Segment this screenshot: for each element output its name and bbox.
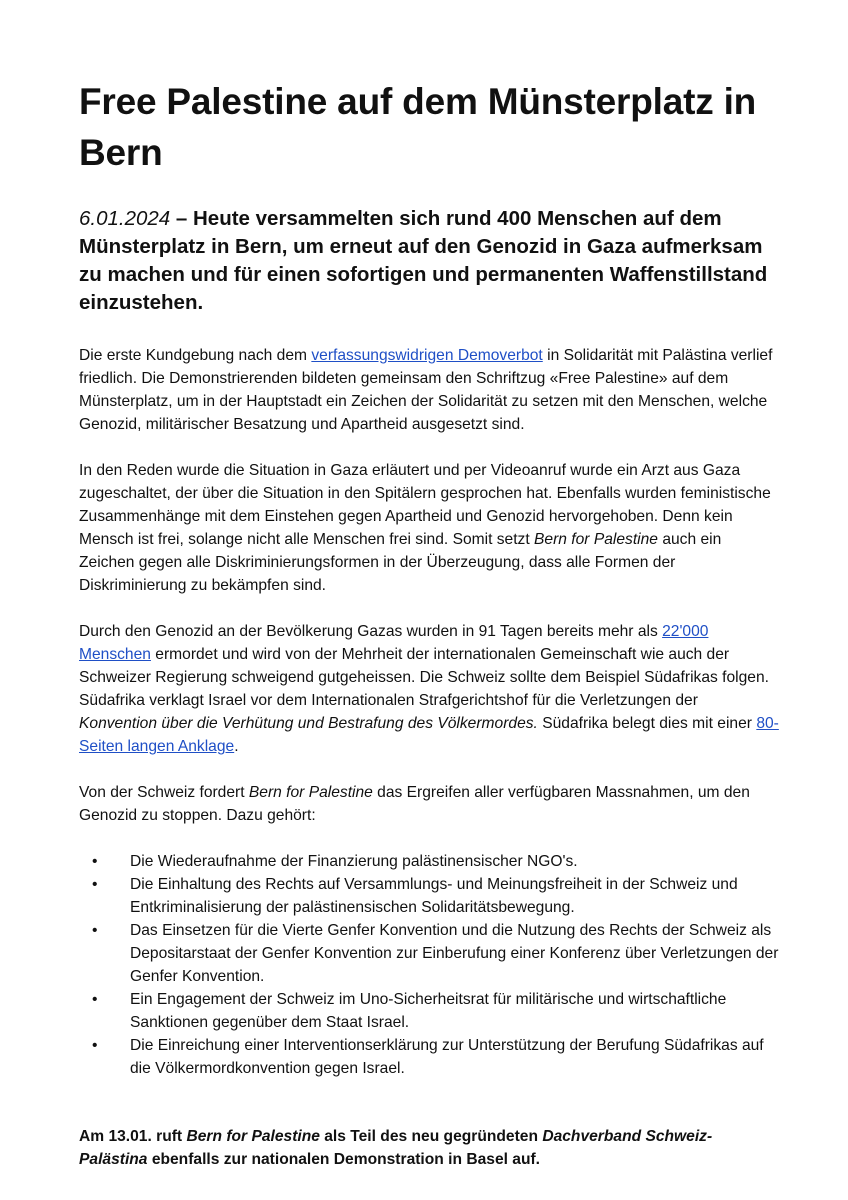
list-item-text: Ein Engagement der Schweiz im Uno-Sicherheitsrat für militärische und wirtschaftliche Sanktionen gegenüber dem Staat Israel. [130,991,727,1031]
press-release [79,76,779,1171]
paragraph-text: auch ein Zeichen gegen alle Diskriminierungsformen in der Überzeugung, dass alle Formen der Diskriminierung zu bekämpfen sind. [79,531,722,594]
lead-text: Heute versammelten sich rund 400 Menschen auf dem Münsterplatz in Bern, um erneut auf den Genozid in Gaza aufmerksam zu machen und für einen sofortigen und permanenten Waffenstillstand einzustehen. [79,207,768,314]
emphasis-bern-for-palestine: Bern for Palestine [248,784,373,801]
paragraph-genozid [79,620,779,758]
link-verfassungswidriges-demoverbot[interactable]: verfassungswidrigen Demoverbot [311,347,543,364]
bullet-icon: • [92,876,98,893]
paragraph-text: In den Reden wurde die Situation in Gaza erläutert und per Videoanruf wurde ein Arzt aus Gaza zugeschaltet, der über die Situation in den Spitälern gesprochen hat. Ebenfalls wurden feministische Zusammenhänge mit dem Einstehen gegen Apartheid und Genozid hervorgehoben. Denn kein Mensch ist frei, solange nicht alle Menschen frei sind. Somit setzt [79,462,771,548]
list-item [79,873,779,919]
demands-list [79,850,779,1080]
emphasis-bern-for-palestine: Bern for Palestine [534,531,658,548]
lead-date: 6.01.2024 [79,207,171,230]
paragraph-text: Von der Schweiz fordert [79,784,249,801]
list-item [79,988,779,1034]
paragraph-text: in Solidarität mit Palästina verlief friedlich. Die Demonstrierenden bildeten gemeinsam den Schriftzug «Free Palestine» auf dem Münsterplatz, um in der Hauptstadt ein Zeichen der Solidarität zu setzen mit den Menschen, welche Genozid, militärischer Besatzung und Apartheid ausgesetzt sind. [79,347,773,433]
paragraph-text: ermordet und wird von der Mehrheit der internationalen Gemeinschaft wie auch der Schweizer Regierung schweigend gutgeheissen. Die Schweiz sollte dem Beispiel Südafrikas folgen. Südafrika verklagt Israel vor dem Internationalen Strafgerichtshof für die Verletzungen der [79,646,769,709]
bullet-icon: • [92,1037,98,1054]
list-item [79,1034,779,1080]
list-item-text: Die Einreichung einer Interventionserklärung zur Unterstützung der Berufung Südafrikas auf die Völkermordkonvention gegen Israel. [130,1037,764,1077]
emphasis-konvention: Konvention über die Verhütung und Bestrafung des Völkermordes. [79,715,538,732]
link-22000-menschen[interactable]: 22'000 Menschen [79,623,709,663]
lead-paragraph [79,205,779,317]
link-80-seiten-anklage[interactable]: 80-Seiten langen Anklage [79,715,779,755]
closing-paragraph [79,1125,779,1171]
lead-dash: – [170,207,193,230]
emphasis-bern-for-palestine: Bern for Palestine [186,1128,320,1145]
paragraph-text: Die erste Kundgebung nach dem [79,347,312,364]
list-item-text: Das Einsetzen für die Vierte Genfer Konvention und die Nutzung des Rechts der Schweiz als Depositarstaat der Genfer Konvention zur Einberufung einer Konferenz über Verletzungen der Genfer Konvention. [130,922,779,985]
list-item-text: Die Einhaltung des Rechts auf Versammlungs- und Meinungsfreiheit in der Schweiz und Entkriminalisierung der palästinensischen Solidaritätsbewegung. [130,876,738,916]
bullet-icon: • [92,853,98,870]
bullet-icon: • [92,922,98,939]
paragraph-text: das Ergreifen aller verfügbaren Massnahmen, um den Genozid zu stoppen. Dazu gehört: [79,784,750,824]
paragraph-text: Am 13.01. ruft [79,1128,187,1145]
paragraph-text: ebenfalls zur nationalen Demonstration in Basel auf. [147,1151,541,1168]
list-item [79,919,779,988]
bullet-icon: • [92,991,98,1008]
emphasis-dachverband: Dachverband Schweiz-Palästina [79,1128,713,1168]
paragraph-forderungen-intro [79,781,779,827]
paragraph-reden [79,459,779,597]
paragraph-text: als Teil des neu gegründeten [319,1128,543,1145]
list-item-text: Die Wiederaufnahme der Finanzierung palästinensischer NGO's. [130,853,578,870]
paragraph-demoverbot [79,344,779,436]
paragraph-text: . [234,738,239,755]
paragraph-text: Südafrika belegt dies mit einer [537,715,757,732]
page-title: Free Palestine auf dem Münsterplatz in Bern [79,81,757,173]
list-item [79,850,779,873]
paragraph-text: Durch den Genozid an der Bevölkerung Gazas wurden in 91 Tagen bereits mehr als [79,623,663,640]
